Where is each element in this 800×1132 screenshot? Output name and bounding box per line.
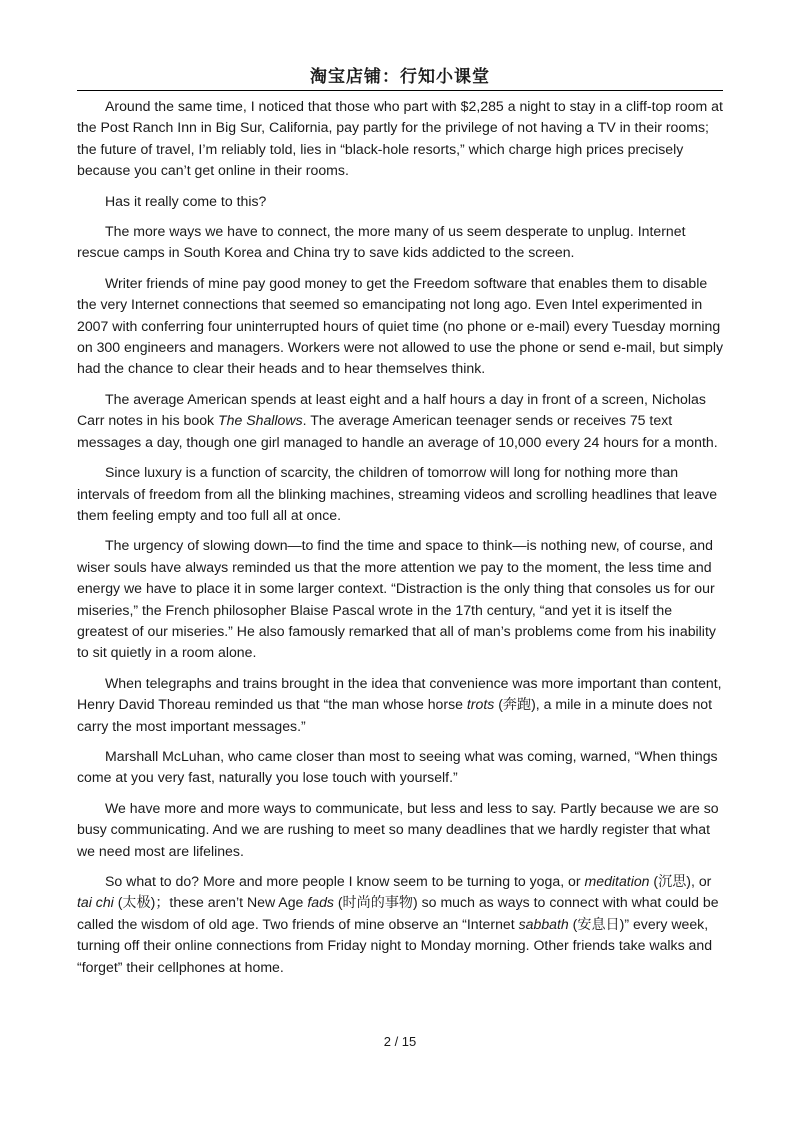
paragraph-8-text: When telegraphs and trains brought in the idea that convenience was more important than content, Henry David Thoreau reminded us that “the man whose horse — [77, 674, 722, 713]
term-fads: fads — [307, 894, 334, 911]
term-tai-chi: tai chi — [77, 894, 114, 911]
paragraph-10: We have more and more ways to communicate, but less and less to say. Partly because we are so busy communicating. And we are rushing to meet so many deadlines that we hardly register that what we need most are lifelines. — [77, 799, 719, 859]
article-body — [77, 96, 725, 987]
term-meditation: meditation — [584, 873, 650, 889]
term-trots: trots — [466, 696, 495, 713]
paragraph-11 — [77, 871, 725, 978]
paragraph-11-text-4: (时尚的事物) so much as ways to connect with what could be called the wisdom of old age. Two friends of mine observe an “Internet — [77, 894, 719, 932]
paragraph-8 — [77, 673, 725, 737]
paragraph-4: Writer friends of mine pay good money to get the Freedom software that enables them to disable the very Internet connections that seemed so emancipating not long ago. Even Intel experimented in 2007 with conferring four uninterrupted hours of quiet time (no phone or e-mail) every Tuesday morning on 300 engineers and managers. Workers were not allowed to use the phone or send e-mail, but simply had the chance to clear their heads and to hear themselves think. — [77, 274, 724, 377]
paragraph-8-text-cont: (奔跑), a mile in a minute does not carry the most important messages.” — [77, 696, 713, 734]
paragraph-5 — [77, 389, 725, 453]
paragraph-11-text-2: (沉思), or — [649, 873, 712, 889]
paragraph-6: Since luxury is a function of scarcity, the children of tomorrow will long for nothing more than intervals of freedom from all the blinking machines, streaming videos and scrolling headlines that leave them feeling empty and too full all at once. — [77, 464, 718, 523]
paragraph-3: The more ways we have to connect, the more many of us seem desperate to unplug. Internet rescue camps in South Korea and China try to save kids addicted to the screen. — [77, 223, 686, 261]
paragraph-11-text-5: (安息日)” every week, turning off their online connections from Friday night to Monday morning. Other friends take walks and “forget” their cellphones at home. — [77, 915, 713, 975]
paragraph-11-text: So what to do? More and more people I know seem to be turning to yoga, or — [105, 873, 585, 889]
page-header-title: 淘宝店铺：行知小课堂 — [310, 67, 490, 87]
header-divider — [77, 90, 723, 91]
book-title: The Shallows — [218, 412, 303, 429]
paragraph-1: Around the same time, I noticed that those who part with $2,285 a night to stay in a cliff-top room at the Post Ranch Inn in Big Sur, California, pay partly for the privilege of not having a TV in their rooms; the future of travel, I’m reliably told, lies in “black-hole resorts,” which charge high prices precisely because you can’t get online in their rooms. — [77, 98, 723, 179]
paragraph-11-text-3: (太极)；these aren’t New Age — [113, 894, 308, 911]
paragraph-7: The urgency of slowing down—to find the time and space to think—is nothing new, of course, and wiser souls have always reminded us that the more attention we pay to the moment, the less time and energy we have to place it in some larger context. “Distraction is the only thing that consoles us for our miseries,” the French philosopher Blaise Pascal wrote in the 17th century, “and yet it is itself the greatest of our miseries.” He also famously remarked that all of man’s problems come from his inability to sit quietly in a room alone. — [77, 537, 716, 661]
paragraph-9: Marshall McLuhan, who came closer than most to seeing what was coming, warned, “When things come at you very fast, naturally you lose touch with yourself.” — [77, 747, 718, 786]
paragraph-2: Has it really come to this? — [105, 192, 267, 209]
paragraph-5-text: The average American spends at least eight and a half hours a day in front of a screen, Nicholas Carr notes in his book — [77, 390, 706, 429]
term-sabbath: sabbath — [518, 915, 569, 932]
paragraph-5-text-cont: . The average American teenager sends or receives 75 text messages a day, though one girl managed to handle an average of 10,000 every 24 hours for a month. — [77, 412, 718, 450]
page-number: 2 / 15 — [383, 1034, 417, 1049]
